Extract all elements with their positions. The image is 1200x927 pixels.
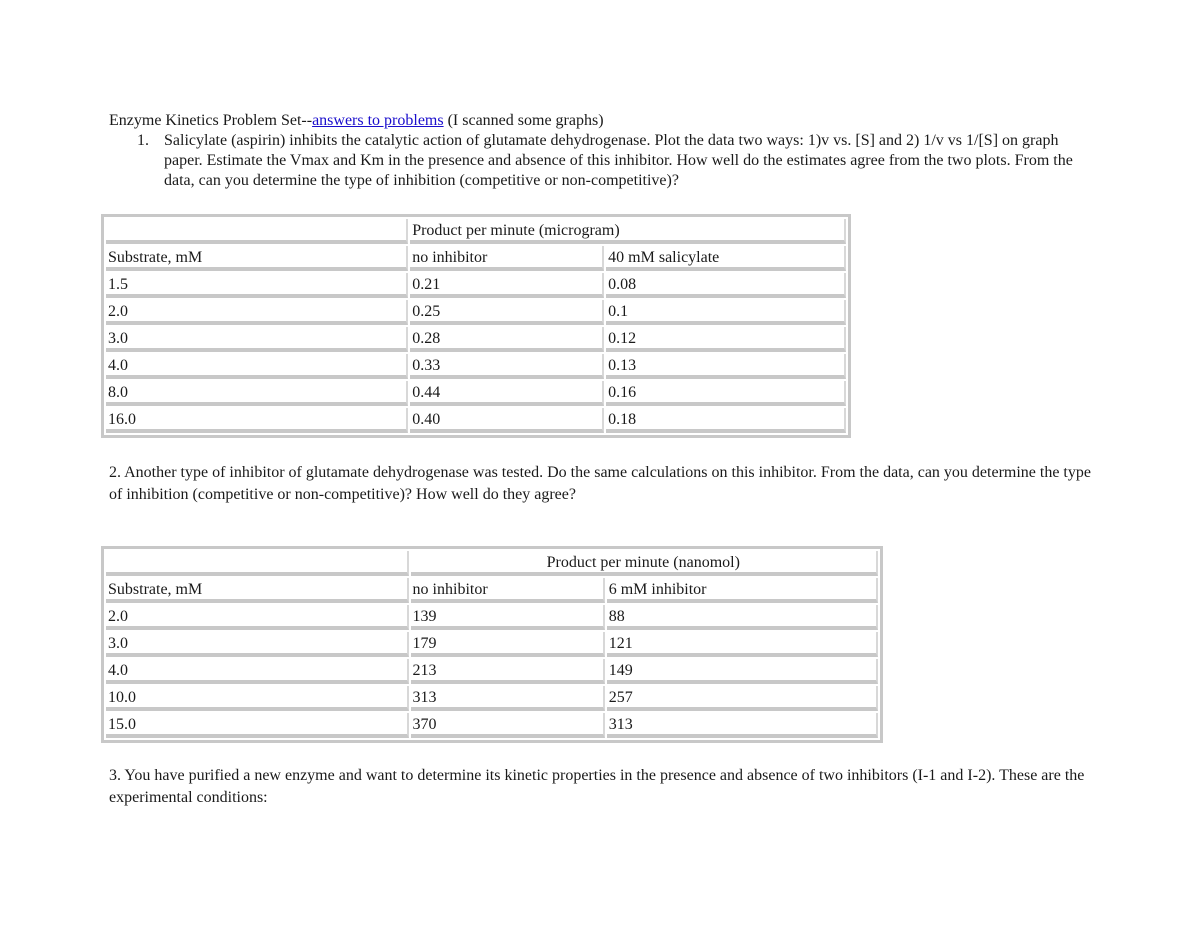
question-1 [109, 131, 1089, 191]
cell-substrate: 1.5 [106, 273, 408, 298]
cell-substrate: 3.0 [106, 632, 409, 657]
table-row [106, 408, 846, 433]
cell-inhibitor: 0.13 [606, 354, 846, 379]
table-row [106, 273, 846, 298]
table-2-header-no-inhibitor: no inhibitor [411, 578, 605, 603]
table-2-group-header: Product per minute (nanomol) [411, 551, 878, 576]
table-1-header-row [106, 246, 846, 271]
question-3-text: 3. You have purified a new enzyme and want to determine its kinetic properties in the presence and absence of two inhibitors (I-1 and I-2). These are the experimental conditions: [109, 767, 1085, 806]
table-row [106, 686, 878, 711]
cell-inhibitor: 121 [607, 632, 878, 657]
page-title [109, 111, 604, 131]
cell-no-inhibitor: 0.40 [410, 408, 604, 433]
table-row [106, 713, 878, 738]
table-row [106, 659, 878, 684]
cell-no-inhibitor: 0.25 [410, 300, 604, 325]
cell-no-inhibitor: 0.21 [410, 273, 604, 298]
answers-link[interactable]: answers to problems [312, 112, 444, 129]
cell-inhibitor: 313 [607, 713, 878, 738]
cell-inhibitor: 149 [607, 659, 878, 684]
title-prefix: Enzyme Kinetics Problem Set-- [109, 112, 313, 129]
question-1-number: 1. [137, 132, 149, 149]
table-2-corner-cell [106, 551, 409, 576]
cell-substrate: 3.0 [106, 327, 408, 352]
cell-inhibitor: 257 [607, 686, 878, 711]
table-row [106, 605, 878, 630]
cell-substrate: 2.0 [106, 605, 409, 630]
table-1-header-inhibitor: 40 mM salicylate [606, 246, 846, 271]
table-row [106, 327, 846, 352]
table-row [106, 300, 846, 325]
table-1-group-header: Product per minute (microgram) [410, 219, 846, 244]
cell-no-inhibitor: 179 [411, 632, 605, 657]
cell-inhibitor: 88 [607, 605, 878, 630]
cell-substrate: 4.0 [106, 659, 409, 684]
cell-no-inhibitor: 0.33 [410, 354, 604, 379]
cell-inhibitor: 0.1 [606, 300, 846, 325]
table-2-header-inhibitor: 6 mM inhibitor [607, 578, 878, 603]
cell-inhibitor: 0.18 [606, 408, 846, 433]
table-1-group-header-row [106, 219, 846, 244]
cell-substrate: 2.0 [106, 300, 408, 325]
cell-substrate: 16.0 [106, 408, 408, 433]
cell-substrate: 4.0 [106, 354, 408, 379]
cell-substrate: 15.0 [106, 713, 409, 738]
table-salicylate [101, 214, 851, 438]
cell-inhibitor: 0.16 [606, 381, 846, 406]
cell-substrate: 8.0 [106, 381, 408, 406]
table-row [106, 381, 846, 406]
table-2-header-substrate: Substrate, mM [106, 578, 409, 603]
question-1-text: Salicylate (aspirin) inhibits the catalytic action of glutamate dehydrogenase. Plot the data two ways: 1)v vs. [S] and 2) 1/v vs 1/[S] on graph paper. Estimate the Vmax and Km in the presence and absence of this inhibitor. How well do the estimates agree from the two plots. From the data, can you determine the type of inhibition (competitive or non-competitive)? [164, 132, 1073, 189]
table-row [106, 632, 878, 657]
table-2-group-header-row [106, 551, 878, 576]
table-2-header-row [106, 578, 878, 603]
cell-no-inhibitor: 213 [411, 659, 605, 684]
cell-no-inhibitor: 370 [411, 713, 605, 738]
table-1-corner-cell [106, 219, 408, 244]
table-row [106, 354, 846, 379]
question-2-text: 2. Another type of inhibitor of glutamate dehydrogenase was tested. Do the same calculations on this inhibitor. From the data, can you determine the type of inhibition (competitive or non-competitive)? How well do they agree? [109, 464, 1091, 503]
table-inhibitor-2 [101, 546, 883, 743]
cell-no-inhibitor: 139 [411, 605, 605, 630]
table-1-header-no-inhibitor: no inhibitor [410, 246, 604, 271]
title-suffix: (I scanned some graphs) [443, 112, 604, 129]
cell-no-inhibitor: 0.44 [410, 381, 604, 406]
table-1-header-substrate: Substrate, mM [106, 246, 408, 271]
cell-inhibitor: 0.08 [606, 273, 846, 298]
cell-inhibitor: 0.12 [606, 327, 846, 352]
cell-substrate: 10.0 [106, 686, 409, 711]
cell-no-inhibitor: 0.28 [410, 327, 604, 352]
cell-no-inhibitor: 313 [411, 686, 605, 711]
